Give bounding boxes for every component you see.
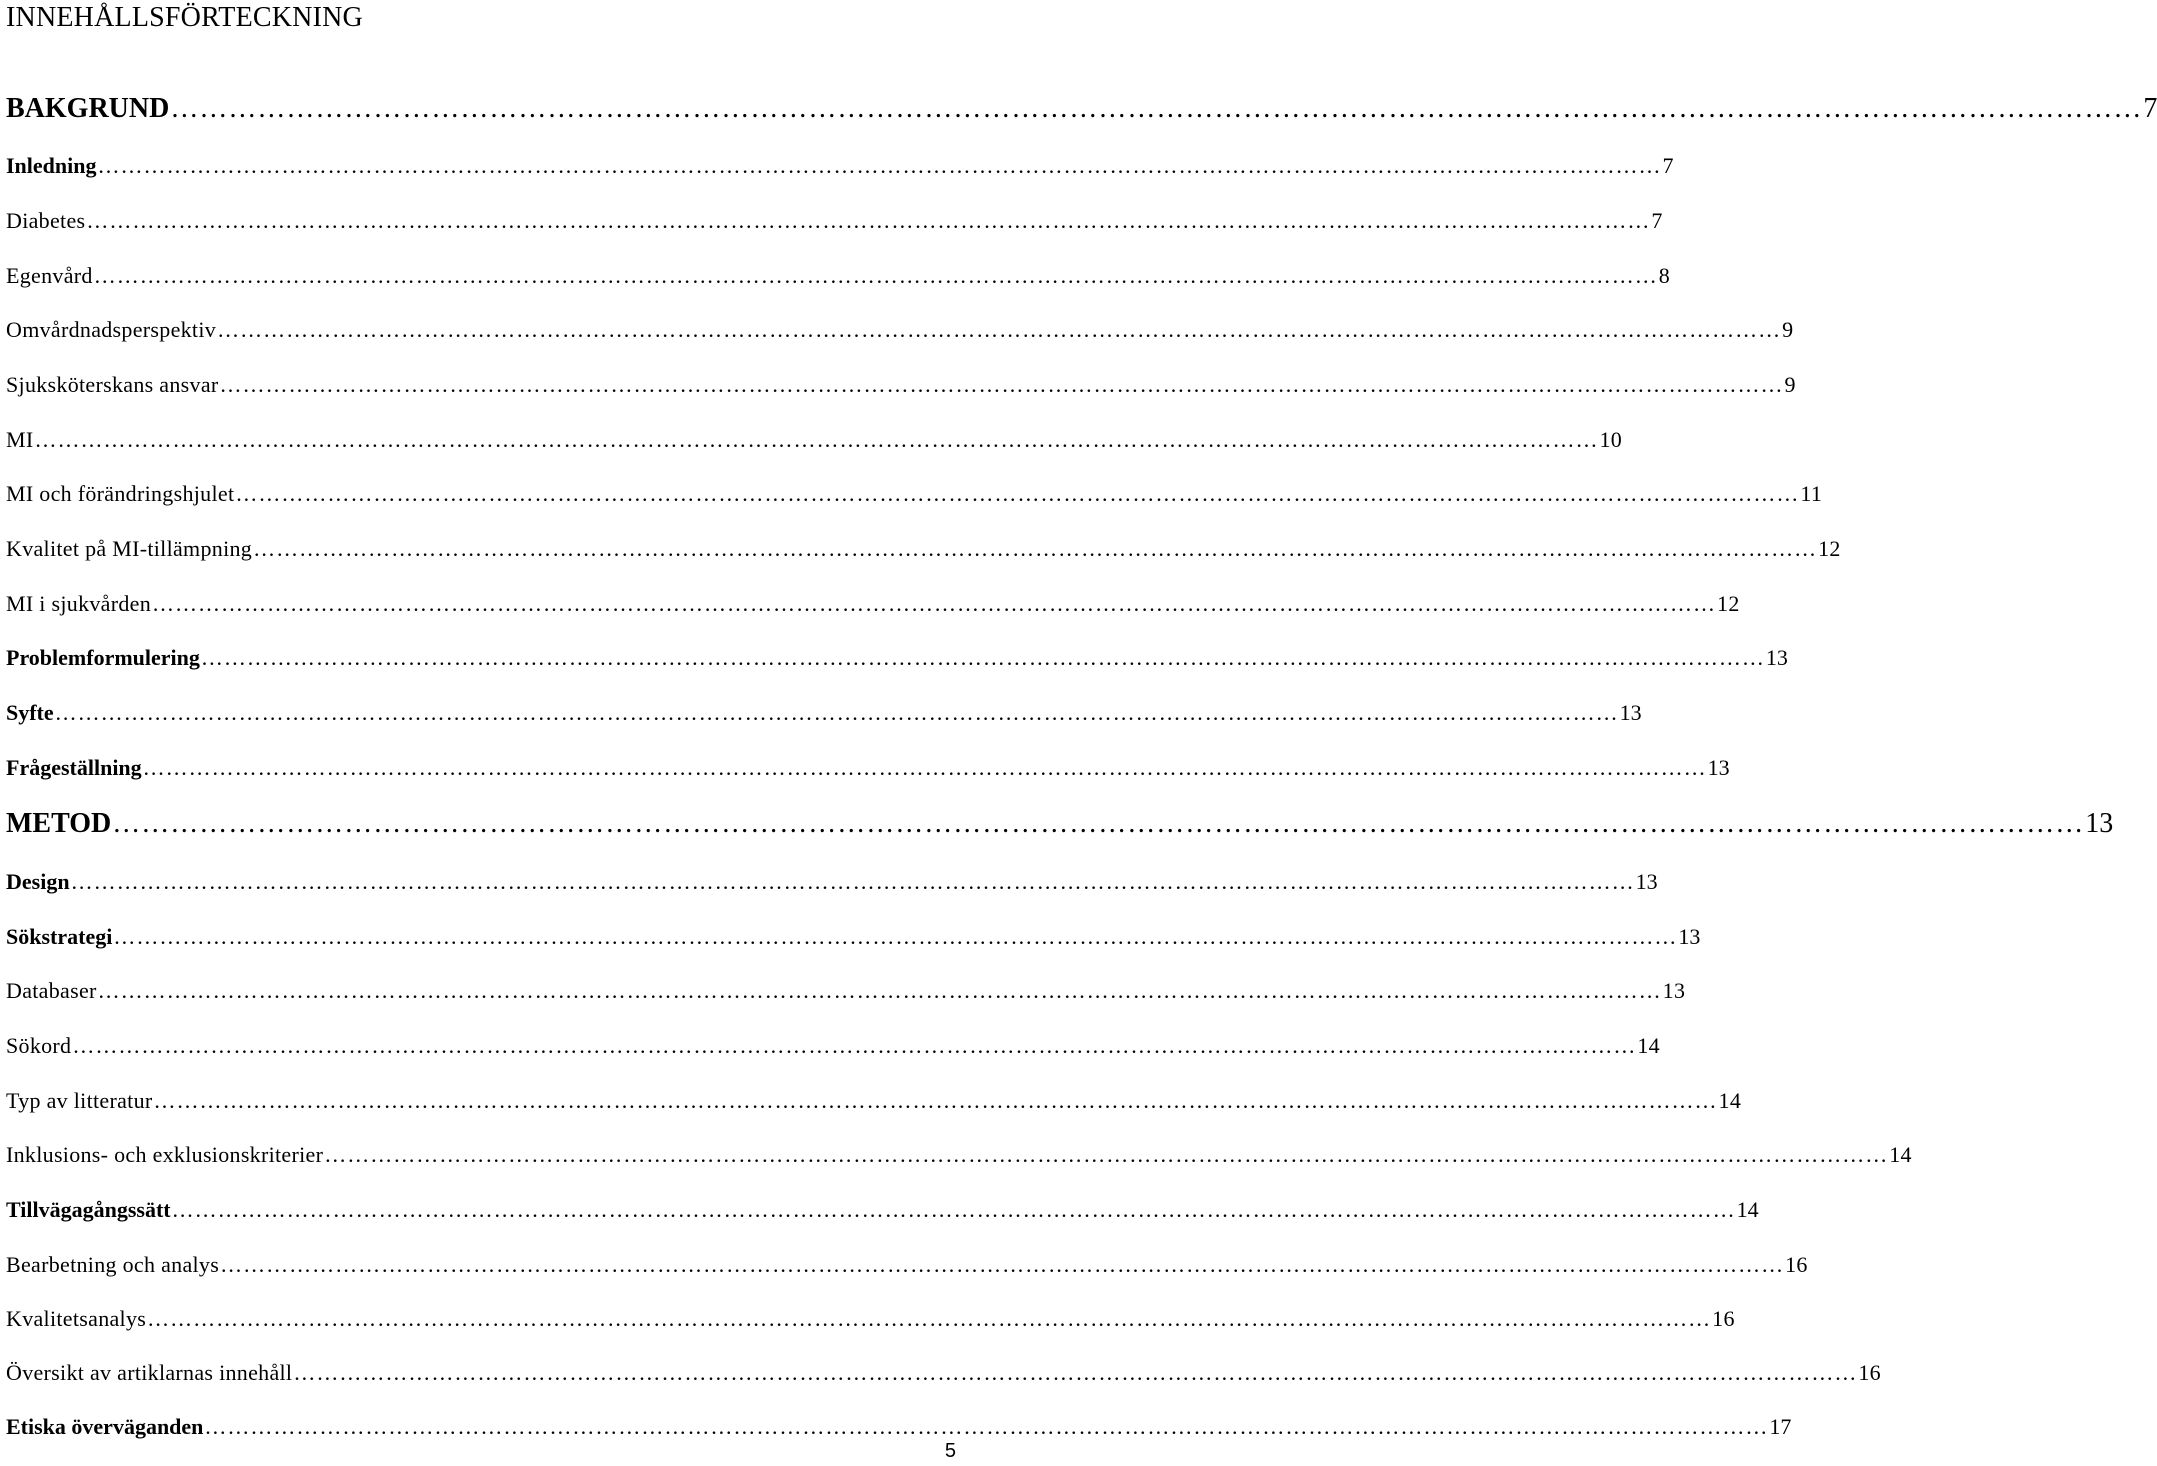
toc-entry-page: 14 [1736, 1197, 1759, 1222]
toc-entry-page: 13 [1707, 755, 1730, 780]
toc-entry-page: 9 [1782, 317, 1794, 342]
toc-entry-page: 16 [1785, 1252, 1808, 1277]
toc-entry-databaser[interactable] [6, 978, 1686, 1004]
dot-leader: …………………………………………………………………………………………………………………………………………………………………………………… [113, 924, 1678, 949]
dot-leader: …………………………………………………………………………………………………………………………………………………………………………………… [253, 536, 1818, 561]
toc-entry-label: Kvalitetsanalys [6, 1306, 147, 1331]
toc-entry-label: Omvårdnadsperspektiv [6, 317, 217, 342]
toc-title: INNEHÅLLSFÖRTECKNING [6, 2, 363, 33]
toc-entry-etiska-overvaganden[interactable] [6, 1414, 1792, 1440]
dot-leader: …………………………………………………………………………………………………………………………………………………………………………………… [293, 1360, 1858, 1385]
toc-entry-page: 12 [1717, 591, 1740, 616]
dot-leader: …………………………………………………………………………………………………………………………………………………………………………………… [153, 1088, 1718, 1113]
toc-entry-label: BAKGRUND [6, 93, 170, 124]
toc-entry-page: 7 [1662, 153, 1674, 178]
toc-entry-fragestallning[interactable] [6, 755, 1730, 781]
toc-entry-label: Design [6, 869, 70, 894]
toc-entry-label: METOD [6, 808, 112, 839]
toc-entry-page: 12 [1818, 536, 1841, 561]
toc-entry-label: Sökord [6, 1033, 72, 1058]
toc-entry-page: 8 [1658, 263, 1671, 288]
dot-leader: …………………………………………………………………………………………………………………………………………………………………………………… [170, 93, 2143, 124]
dot-leader: …………………………………………………………………………………………………………………………………………………………………………………… [112, 808, 2085, 839]
toc-entry-label: Problemformulering [6, 645, 200, 670]
dot-leader: …………………………………………………………………………………………………………………………………………………………………………………… [93, 263, 1658, 288]
toc-entry-label: Typ av litteratur [6, 1088, 153, 1113]
dot-leader: …………………………………………………………………………………………………………………………………………………………………………………… [219, 372, 1784, 397]
toc-entry-page: 9 [1784, 372, 1796, 397]
toc-entry-label: Etiska överväganden [6, 1414, 204, 1439]
toc-entry-label: Sökstrategi [6, 924, 113, 949]
toc-entry-bearbetning-analys[interactable] [6, 1252, 1808, 1278]
toc-entry-omvardnadsperspektiv[interactable] [6, 317, 1794, 343]
toc-entry-label: MI [6, 427, 34, 452]
toc-entry-page: 14 [1718, 1088, 1742, 1113]
toc-entry-page: 14 [1889, 1142, 1912, 1167]
toc-entry-problemformulering[interactable] [6, 645, 1788, 671]
toc-entry-page: 13 [1619, 700, 1642, 725]
dot-leader: …………………………………………………………………………………………………………………………………………………………………………………… [34, 427, 1599, 452]
toc-entry-page: 10 [1599, 427, 1623, 452]
toc-entry-sokord[interactable] [6, 1033, 1660, 1059]
toc-entry-mi-sjukvarden[interactable] [6, 591, 1740, 617]
page-number: 5 [944, 1440, 956, 1462]
toc-entry-page: 13 [1662, 978, 1686, 1003]
toc-entry-label: Översikt av artiklarnas innehåll [6, 1360, 293, 1385]
toc-entry-page: 16 [1712, 1306, 1735, 1331]
toc-entry-kvalitetsanalys[interactable] [6, 1306, 1735, 1332]
toc-entry-label: Inledning [6, 153, 97, 178]
toc-entry-egenvard[interactable] [6, 263, 1671, 289]
dot-leader: …………………………………………………………………………………………………………………………………………………………………………………… [152, 591, 1717, 616]
toc-entry-typ-av-litteratur[interactable] [6, 1088, 1742, 1114]
dot-leader: …………………………………………………………………………………………………………………………………………………………………………………… [142, 755, 1707, 780]
toc-entry-label: Tillvägagångssätt [6, 1197, 171, 1222]
toc-entry-page: 11 [1800, 481, 1823, 506]
dot-leader: …………………………………………………………………………………………………………………………………………………………………………………… [217, 317, 1782, 342]
toc-entry-page: 13 [1635, 869, 1658, 894]
toc-entry-bakgrund[interactable] [6, 93, 2157, 125]
dot-leader: …………………………………………………………………………………………………………………………………………………………………………………… [220, 1252, 1785, 1277]
dot-leader: …………………………………………………………………………………………………………………………………………………………………………………… [97, 978, 1662, 1003]
toc-entry-page: 16 [1858, 1360, 1881, 1385]
toc-entry-page: 14 [1637, 1033, 1660, 1058]
toc-entry-kvalitet-mi[interactable] [6, 536, 1841, 562]
toc-entry-label: Databaser [6, 978, 97, 1003]
toc-entry-inledning[interactable] [6, 153, 1674, 179]
dot-leader: …………………………………………………………………………………………………………………………………………………………………………………… [204, 1414, 1769, 1439]
dot-leader: …………………………………………………………………………………………………………………………………………………………………………………… [324, 1142, 1889, 1167]
toc-entry-mi[interactable] [6, 427, 1623, 453]
toc-entry-page: 13 [2085, 808, 2114, 839]
toc-entry-label: Sjuksköterskans ansvar [6, 372, 219, 397]
toc-entry-tillvagagangssatt[interactable] [6, 1197, 1759, 1223]
toc-entry-page: 7 [1651, 208, 1663, 233]
dot-leader: …………………………………………………………………………………………………………………………………………………………………………………… [54, 700, 1619, 725]
toc-entry-metod[interactable] [6, 808, 2114, 840]
toc-entry-label: Kvalitet på MI-tillämpning [6, 536, 253, 561]
toc-entry-label: Bearbetning och analys [6, 1252, 220, 1277]
dot-leader: …………………………………………………………………………………………………………………………………………………………………………………… [97, 153, 1662, 178]
toc-entry-label: Diabetes [6, 208, 86, 233]
dot-leader: …………………………………………………………………………………………………………………………………………………………………………………… [235, 481, 1800, 506]
toc-entry-oversikt-artiklar[interactable] [6, 1360, 1881, 1386]
dot-leader: …………………………………………………………………………………………………………………………………………………………………………………… [86, 208, 1651, 233]
toc-entry-syfte[interactable] [6, 700, 1642, 726]
toc-entry-label: Egenvård [6, 263, 93, 288]
toc-entry-page: 13 [1678, 924, 1701, 949]
toc-entry-page: 13 [1765, 645, 1788, 670]
dot-leader: …………………………………………………………………………………………………………………………………………………………………………………… [171, 1197, 1736, 1222]
toc-entry-label: MI i sjukvården [6, 591, 152, 616]
toc-entry-sjukskoterskans-ansvar[interactable] [6, 372, 1796, 398]
dot-leader: …………………………………………………………………………………………………………………………………………………………………………………… [72, 1033, 1637, 1058]
toc-entry-label: Syfte [6, 700, 54, 725]
toc-entry-design[interactable] [6, 869, 1658, 895]
toc-entry-diabetes[interactable] [6, 208, 1663, 234]
toc-entry-sokstrategi[interactable] [6, 924, 1701, 950]
toc-entry-inklusionskriterier[interactable] [6, 1142, 1912, 1168]
dot-leader: …………………………………………………………………………………………………………………………………………………………………………………… [70, 869, 1635, 894]
toc-entry-label: MI och förändringshjulet [6, 481, 235, 506]
toc-entry-label: Frågeställning [6, 755, 142, 780]
toc-entry-page: 17 [1769, 1414, 1792, 1439]
dot-leader: …………………………………………………………………………………………………………………………………………………………………………………… [147, 1306, 1712, 1331]
toc-entry-mi-forandringshjulet[interactable] [6, 481, 1823, 507]
toc-entry-page: 7 [2143, 93, 2157, 124]
toc-entry-label: Inklusions- och exklusionskriterier [6, 1142, 324, 1167]
dot-leader: …………………………………………………………………………………………………………………………………………………………………………………… [200, 645, 1765, 670]
